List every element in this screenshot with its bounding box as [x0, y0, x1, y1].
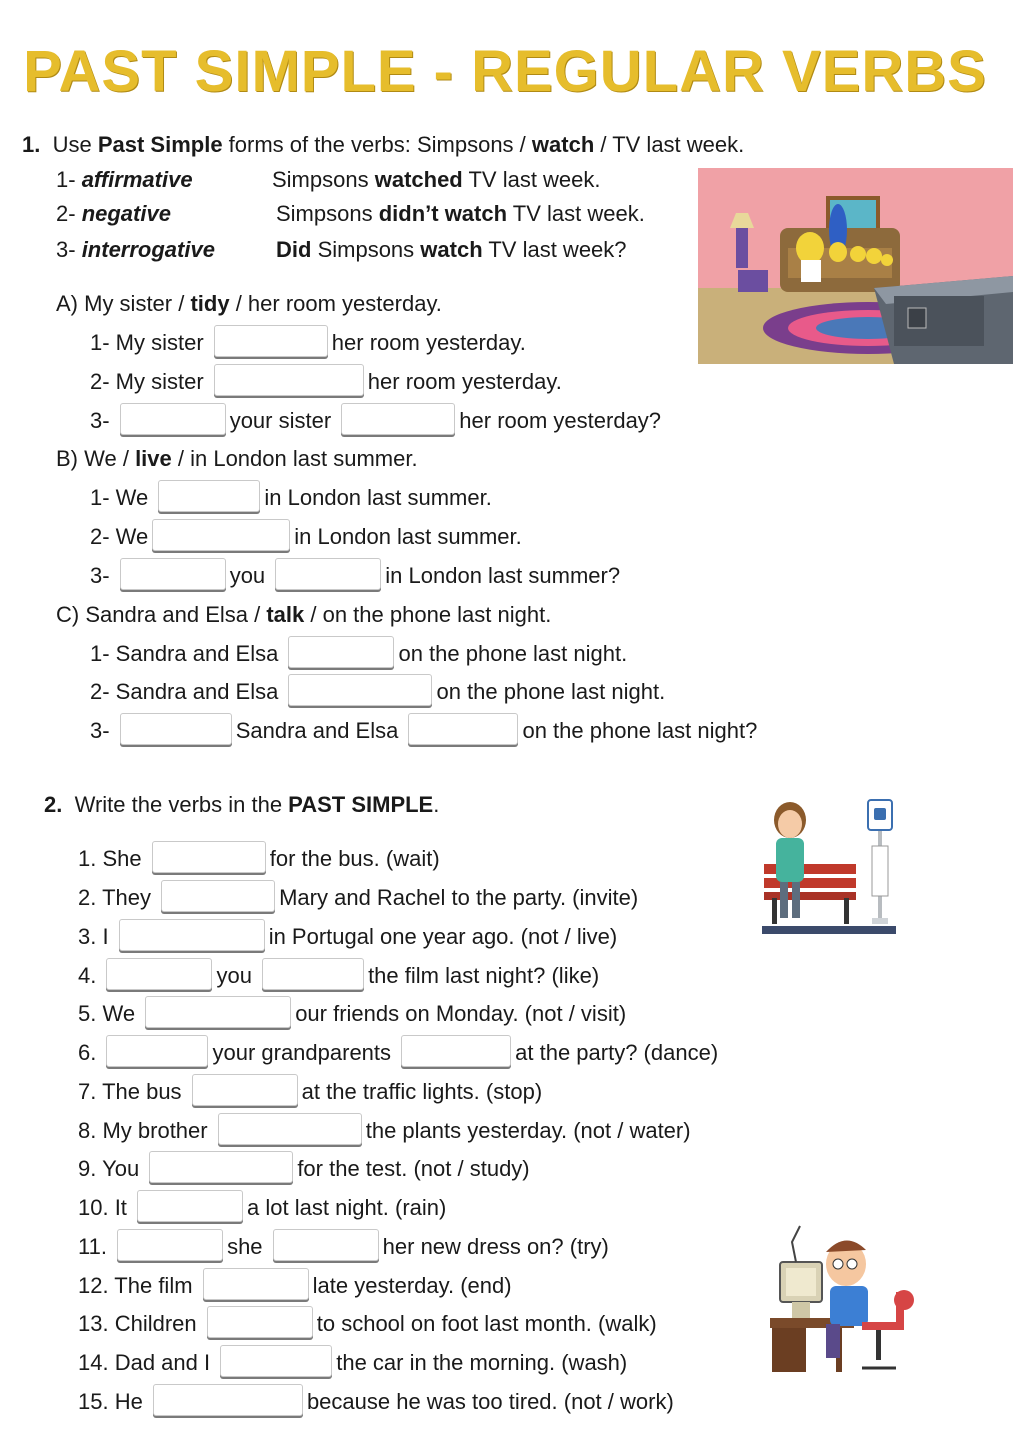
ex2-item-14 [78, 1348, 627, 1380]
answer-box[interactable] [207, 1306, 313, 1338]
line-text: her room yesterday. [331, 330, 526, 355]
example-form: interrogative [81, 237, 215, 262]
answer-box[interactable] [119, 919, 265, 951]
ex2-item-10 [78, 1193, 446, 1225]
section-b-line-2 [90, 522, 522, 554]
ex1-instr-verb: watch [531, 132, 595, 157]
section-c-line-3 [90, 716, 757, 748]
answer-box[interactable] [192, 1074, 298, 1106]
line-text: in London last summer. [294, 524, 522, 549]
ex2-item-7 [78, 1077, 542, 1109]
answer-box[interactable] [153, 1384, 303, 1416]
line-text: your sister [229, 408, 338, 433]
answer-box[interactable] [220, 1345, 332, 1377]
ex1-instr-pre: Use [52, 132, 98, 157]
item-text: 14. Dad and I [78, 1350, 217, 1375]
line-text: on the phone last night? [522, 718, 758, 743]
example-bold: Did [276, 237, 312, 262]
ex2-item-9 [78, 1154, 530, 1186]
line-text: 2- We [90, 524, 149, 549]
ex1-instr-post: / TV last week. [594, 132, 745, 157]
example-negative-sentence [276, 199, 645, 229]
line-text: Sandra and Elsa [235, 718, 405, 743]
item-text: 12. The film [78, 1273, 199, 1298]
ex2-item-8 [78, 1116, 691, 1148]
item-text: 2. They [78, 885, 158, 910]
line-text: her room yesterday? [459, 408, 662, 433]
item-text: 5. We [78, 1001, 142, 1026]
answer-box[interactable] [117, 1229, 223, 1261]
example-interrogative-sentence [276, 235, 627, 265]
item-text: 4. [78, 963, 103, 988]
item-text: 3. I [78, 924, 115, 949]
ex2-number: 2. [44, 792, 63, 817]
ex1-number: 1. [22, 132, 41, 157]
example-label: 1- [56, 167, 82, 192]
heading-text: / her room yesterday. [229, 291, 442, 316]
example-text: Simpsons [311, 237, 421, 262]
line-text: 3- [90, 563, 116, 588]
answer-box[interactable] [152, 519, 290, 551]
item-text: 8. My brother [78, 1118, 214, 1143]
page-title: PAST SIMPLE - REGULAR VERBS [23, 39, 987, 104]
example-form: affirmative [81, 167, 193, 192]
example-form: negative [81, 201, 171, 226]
example-affirmative-sentence [272, 165, 601, 195]
answer-box[interactable] [149, 1151, 293, 1183]
item-text: for the test. (not / study) [297, 1156, 530, 1181]
item-text: you [216, 963, 259, 988]
item-text: your grandparents [212, 1040, 398, 1065]
item-text: to school on foot last month. (walk) [316, 1311, 657, 1336]
ex1-instr-bold: Past Simple [97, 132, 223, 157]
heading-text: / on the phone last night. [304, 602, 552, 627]
line-text: on the phone last night. [398, 641, 628, 666]
line-text: in London last summer? [385, 563, 621, 588]
line-text: her room yesterday. [367, 369, 562, 394]
heading-verb: talk [266, 602, 305, 627]
section-b-line-1 [90, 483, 492, 515]
item-text: for the bus. (wait) [269, 846, 440, 871]
section-a-line-3 [90, 406, 661, 438]
answer-box[interactable] [120, 403, 226, 435]
item-text: 10. It [78, 1195, 134, 1220]
section-a-line-2 [90, 367, 562, 399]
heading-text: B) We / [56, 446, 136, 471]
section-b-heading [56, 444, 418, 474]
item-text: 13. Children [78, 1311, 203, 1336]
ex1-instr-mid: forms of the verbs: Simpsons / [222, 132, 532, 157]
line-text: you [229, 563, 272, 588]
line-text: 3- [90, 408, 116, 433]
item-text: 1. She [78, 846, 148, 871]
answer-box[interactable] [288, 674, 432, 706]
item-text: the car in the morning. (wash) [336, 1350, 628, 1375]
ex2-item-11 [78, 1232, 609, 1264]
answer-box[interactable] [106, 1035, 208, 1067]
example-affirmative [56, 165, 193, 195]
item-text: 15. He [78, 1389, 149, 1414]
tired-student-at-computer-illustration [766, 1222, 922, 1372]
section-c-line-1 [90, 639, 627, 671]
item-text: she [227, 1234, 269, 1259]
example-text: TV last week. [507, 201, 645, 226]
example-bold: watch [420, 237, 483, 262]
answer-box[interactable] [401, 1035, 511, 1067]
answer-box[interactable] [273, 1229, 379, 1261]
girl-at-bus-stop-illustration [762, 798, 896, 934]
item-text: 9. You [78, 1156, 146, 1181]
ex2-item-6 [78, 1038, 718, 1070]
section-a-heading [56, 289, 442, 319]
item-text: Mary and Rachel to the party. (invite) [279, 885, 639, 910]
heading-verb: tidy [190, 291, 230, 316]
answer-box[interactable] [158, 480, 260, 512]
answer-box[interactable] [262, 958, 364, 990]
heading-text: C) Sandra and Elsa / [56, 602, 267, 627]
example-label: 3- [56, 237, 82, 262]
example-text: TV last week. [462, 167, 601, 192]
item-text: her new dress on? (try) [382, 1234, 609, 1259]
item-text: the film last night? (like) [368, 963, 600, 988]
section-b-line-3 [90, 561, 620, 593]
ex2-instruction [44, 790, 439, 820]
item-text: 6. [78, 1040, 103, 1065]
ex2-instr-pre: Write the verbs in the [74, 792, 289, 817]
answer-box[interactable] [275, 558, 381, 590]
item-text: the plants yesterday. (not / water) [365, 1118, 691, 1143]
example-bold: didn’t watch [378, 201, 508, 226]
ex2-instr-post: . [433, 792, 440, 817]
ex2-item-13 [78, 1309, 657, 1341]
ex2-item-1 [78, 844, 440, 876]
simpsons-couch-illustration [698, 168, 1013, 364]
answer-box[interactable] [203, 1268, 309, 1300]
heading-verb: live [135, 446, 172, 471]
item-text: at the traffic lights. (stop) [301, 1079, 543, 1104]
example-text: TV last week? [482, 237, 627, 262]
line-text: in London last summer. [264, 485, 492, 510]
line-text: 2- My sister [90, 369, 210, 394]
ex1-instruction [22, 130, 744, 160]
answer-box[interactable] [341, 403, 455, 435]
answer-box[interactable] [120, 558, 226, 590]
item-text: 11. [78, 1234, 114, 1259]
example-text: Simpsons [276, 201, 379, 226]
item-text: 7. The bus [78, 1079, 188, 1104]
item-text: at the party? (dance) [515, 1040, 719, 1065]
item-text: in Portugal one year ago. (not / live) [268, 924, 618, 949]
line-text: 1- My sister [90, 330, 210, 355]
answer-box[interactable] [214, 364, 364, 396]
item-text: a lot last night. (rain) [247, 1195, 447, 1220]
line-text: 2- Sandra and Elsa [90, 679, 285, 704]
example-bold: watched [374, 167, 463, 192]
answer-box[interactable] [218, 1113, 362, 1145]
ex2-item-3 [78, 922, 617, 954]
answer-box[interactable] [214, 325, 328, 357]
ex2-item-12 [78, 1271, 512, 1303]
ex2-item-2 [78, 883, 638, 915]
example-text: Simpsons [272, 167, 375, 192]
answer-box[interactable] [145, 996, 291, 1028]
ex2-instr-bold: PAST SIMPLE [288, 792, 434, 817]
line-text: 1- We [90, 485, 155, 510]
example-interrogative [56, 235, 215, 265]
line-text: 1- Sandra and Elsa [90, 641, 285, 666]
heading-text: / in London last summer. [171, 446, 418, 471]
answer-box[interactable] [161, 880, 275, 912]
answer-box[interactable] [106, 958, 212, 990]
answer-box[interactable] [137, 1190, 243, 1222]
line-text: 3- [90, 718, 116, 743]
section-c-line-2 [90, 677, 665, 709]
example-negative [56, 199, 171, 229]
answer-box[interactable] [120, 713, 232, 745]
line-text: on the phone last night. [436, 679, 666, 704]
answer-box[interactable] [288, 636, 394, 668]
item-text: our friends on Monday. (not / visit) [295, 1001, 627, 1026]
section-a-line-1 [90, 328, 526, 360]
answer-box[interactable] [152, 841, 266, 873]
ex2-item-5 [78, 999, 626, 1031]
ex2-item-4 [78, 961, 599, 993]
item-text: late yesterday. (end) [312, 1273, 512, 1298]
item-text: because he was too tired. (not / work) [306, 1389, 674, 1414]
heading-text: A) My sister / [56, 291, 191, 316]
ex2-item-15 [78, 1387, 674, 1419]
answer-box[interactable] [408, 713, 518, 745]
section-c-heading [56, 600, 551, 630]
example-label: 2- [56, 201, 82, 226]
